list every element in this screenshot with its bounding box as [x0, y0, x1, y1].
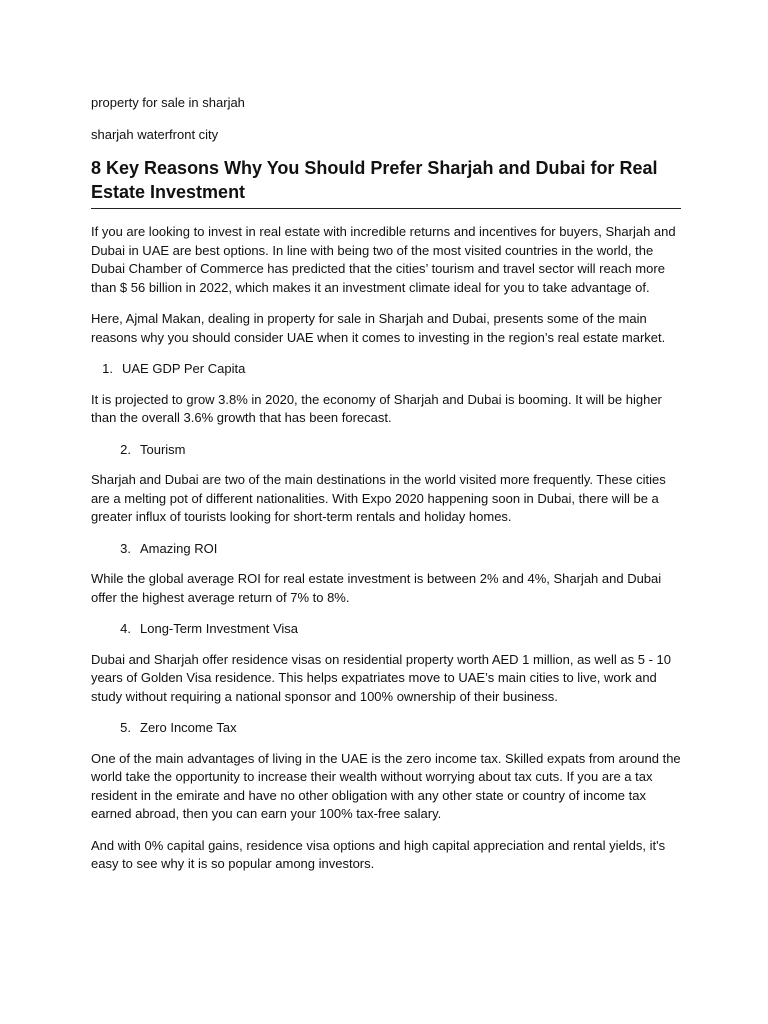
reason-heading-text: Amazing ROI — [140, 540, 218, 556]
intro-paragraph: Here, Ajmal Makan, dealing in property for sale in Sharjah and Dubai, presents some of the main reasons why you should consider UAE when it comes to investing in the region’s real estate market. — [91, 311, 666, 345]
reason-heading-text: Tourism — [140, 441, 186, 457]
article-title: 8 Key Reasons Why You Should Prefer Sharjah and Dubai for Real Estate Investment — [91, 156, 681, 209]
reason-number: 1. — [102, 361, 113, 376]
reason-heading — [91, 360, 681, 379]
reason-heading — [91, 620, 681, 639]
reason-heading-text: UAE GDP Per Capita — [122, 361, 246, 376]
reason-paragraph: It is projected to grow 3.8% in 2020, the economy of Sharjah and Dubai is booming. It will be higher than the overall 3.6% growth that has been forecast. — [91, 391, 662, 425]
reason-number: 5. — [120, 720, 131, 735]
reason-paragraph: Dubai and Sharjah offer residence visas on residential property worth AED 1 million, as well as 5 - 10 years of Golden Visa residence. This helps expatriates move to UAE’s main cities to live, work and study without requiring a national sponsor and 100% ownership of their business. — [91, 651, 672, 704]
reason-number: 2. — [120, 441, 131, 457]
reason-paragraph: One of the main advantages of living in the UAE is the zero income tax. Skilled expats from around the world take the opportunity to increase their wealth without worrying about tax cuts. If you are a tax resident in the emirate and have no other obligation with any other state or country of income tax earned abroad, then you can earn your 100% tax-free salary. — [91, 750, 681, 821]
reason-heading-text: Zero Income Tax — [140, 720, 237, 735]
reason-heading — [91, 719, 681, 738]
keyword-line: property for sale in sharjah — [91, 95, 245, 110]
document-body — [91, 94, 681, 887]
closing-paragraph: And with 0% capital gains, residence visa options and high capital appreciation and rental yields, it's easy to see why it is so popular among investors. — [91, 837, 666, 871]
reason-number: 3. — [120, 540, 131, 556]
intro-paragraph: If you are looking to invest in real estate with incredible returns and incentives for buyers, Sharjah and Dubai in UAE are best options. In line with being two of the most visited countries in the world, the Dubai Chamber of Commerce has predicted that the cities’ tourism and travel sector will reach more than $ 56 billion in 2022, which makes it an investment climate ideal for you to take advantage of. — [91, 224, 676, 295]
reason-number: 4. — [120, 621, 131, 636]
reason-heading-text: Long-Term Investment Visa — [140, 621, 298, 636]
reason-paragraph: While the global average ROI for real estate investment is between 2% and 4%, Sharjah and Dubai offer the highest average return of 7% to 8%. — [91, 571, 662, 605]
keyword-line: sharjah waterfront city — [91, 126, 219, 142]
reason-heading — [91, 540, 681, 559]
reason-paragraph: Sharjah and Dubai are two of the main destinations in the world visited more frequently. These cities are a melting pot of different nationalities. With Expo 2020 happening soon in Dubai, there will be a greater influx of tourists looking for short-term rentals and holiday homes. — [91, 472, 666, 524]
reason-heading — [91, 441, 681, 460]
